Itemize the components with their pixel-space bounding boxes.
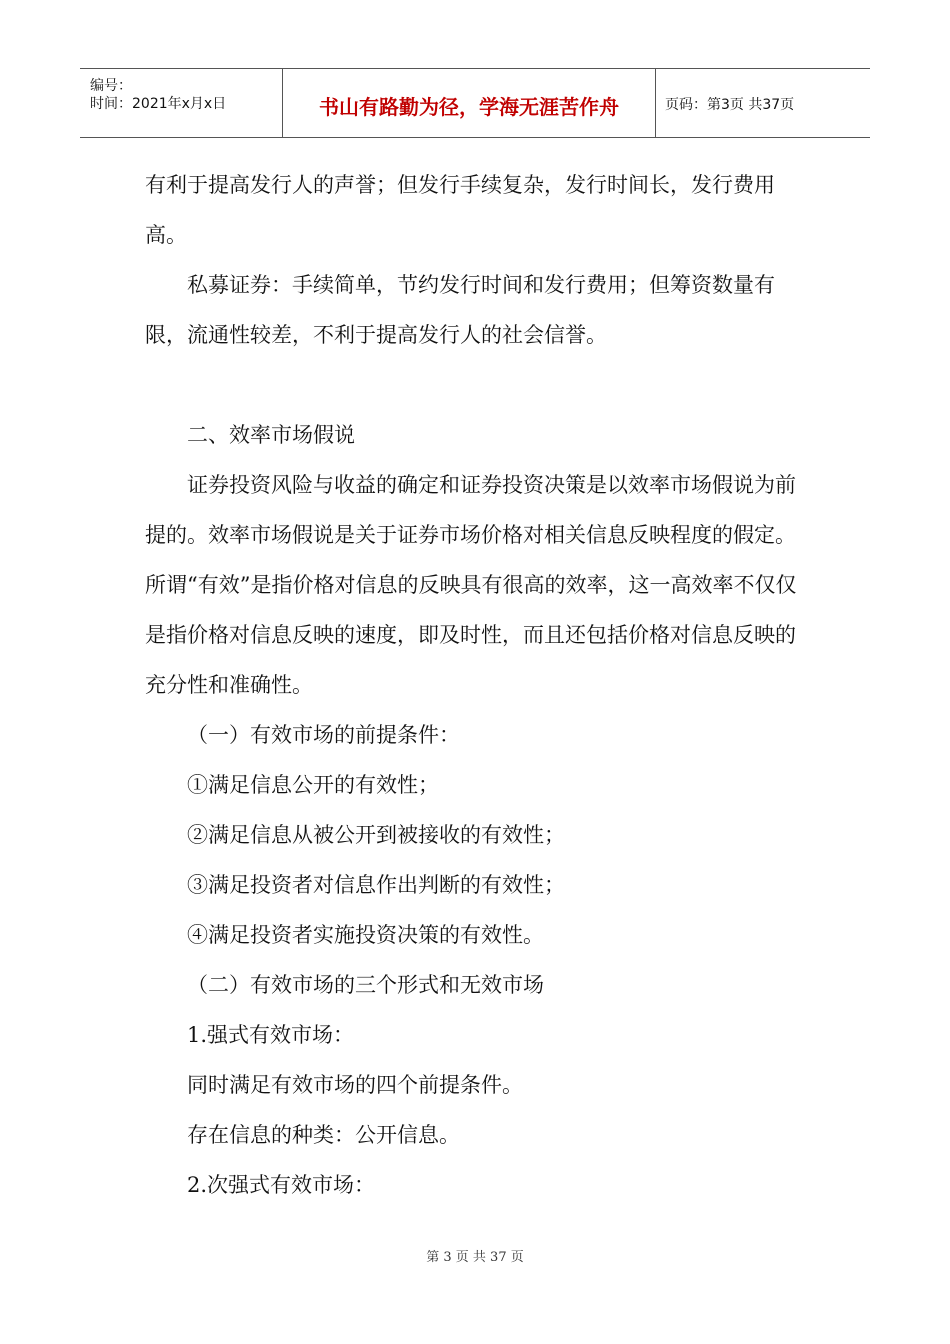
blank-line <box>145 360 807 410</box>
document-body <box>145 160 807 1210</box>
subsection-heading: （一）有效市场的前提条件： <box>187 723 460 747</box>
list-item: ③满足投资者对信息作出判断的有效性； <box>187 873 565 897</box>
subsection-heading: （二）有效市场的三个形式和无效市场 <box>187 973 544 997</box>
page-header <box>80 68 870 138</box>
section-heading: 二、效率市场假说 <box>187 423 355 447</box>
page-footer: 第 3 页 共 37 页 <box>426 1250 524 1265</box>
motto: 书山有路勤为径，学海无涯苦作舟 <box>319 95 619 119</box>
time-label: 时间：2021年x月x日 <box>90 96 227 112</box>
header-motto-cell <box>282 69 656 137</box>
paragraph: 证券投资风险与收益的确定和证券投资决策是以效率市场假说为前提的。效率市场假说是关于证券市场价格对相关信息反映程度的假定。所谓“有效”是指价格对信息的反映具有很高的效率，这一高效率不仅仅是指价格对信息反映的速度，即及时性，而且还包括价格对信息反映的充分性和准确性。 <box>145 473 797 697</box>
paragraph: 私募证券：手续简单，节约发行时间和发行费用；但筹资数量有限，流通性较差，不利于提高发行人的社会信誉。 <box>145 273 775 347</box>
header-page-cell <box>655 69 870 137</box>
list-item: ①满足信息公开的有效性； <box>187 773 439 797</box>
list-item: ④满足投资者实施投资决策的有效性。 <box>187 923 544 947</box>
paragraph: 有利于提高发行人的声誉；但发行手续复杂，发行时间长，发行费用高。 <box>145 173 775 247</box>
list-item: ②满足信息从被公开到被接收的有效性； <box>187 823 565 847</box>
item-heading: 2.次强式有效市场： <box>187 1173 376 1197</box>
paragraph: 存在信息的种类：公开信息。 <box>187 1123 460 1147</box>
header-meta-cell <box>80 69 282 137</box>
serial-label: 编号： <box>90 78 132 94</box>
page-info: 页码：第3页 共37页 <box>665 97 795 113</box>
item-heading: 1.强式有效市场： <box>187 1023 355 1047</box>
paragraph: 同时满足有效市场的四个前提条件。 <box>187 1073 523 1097</box>
